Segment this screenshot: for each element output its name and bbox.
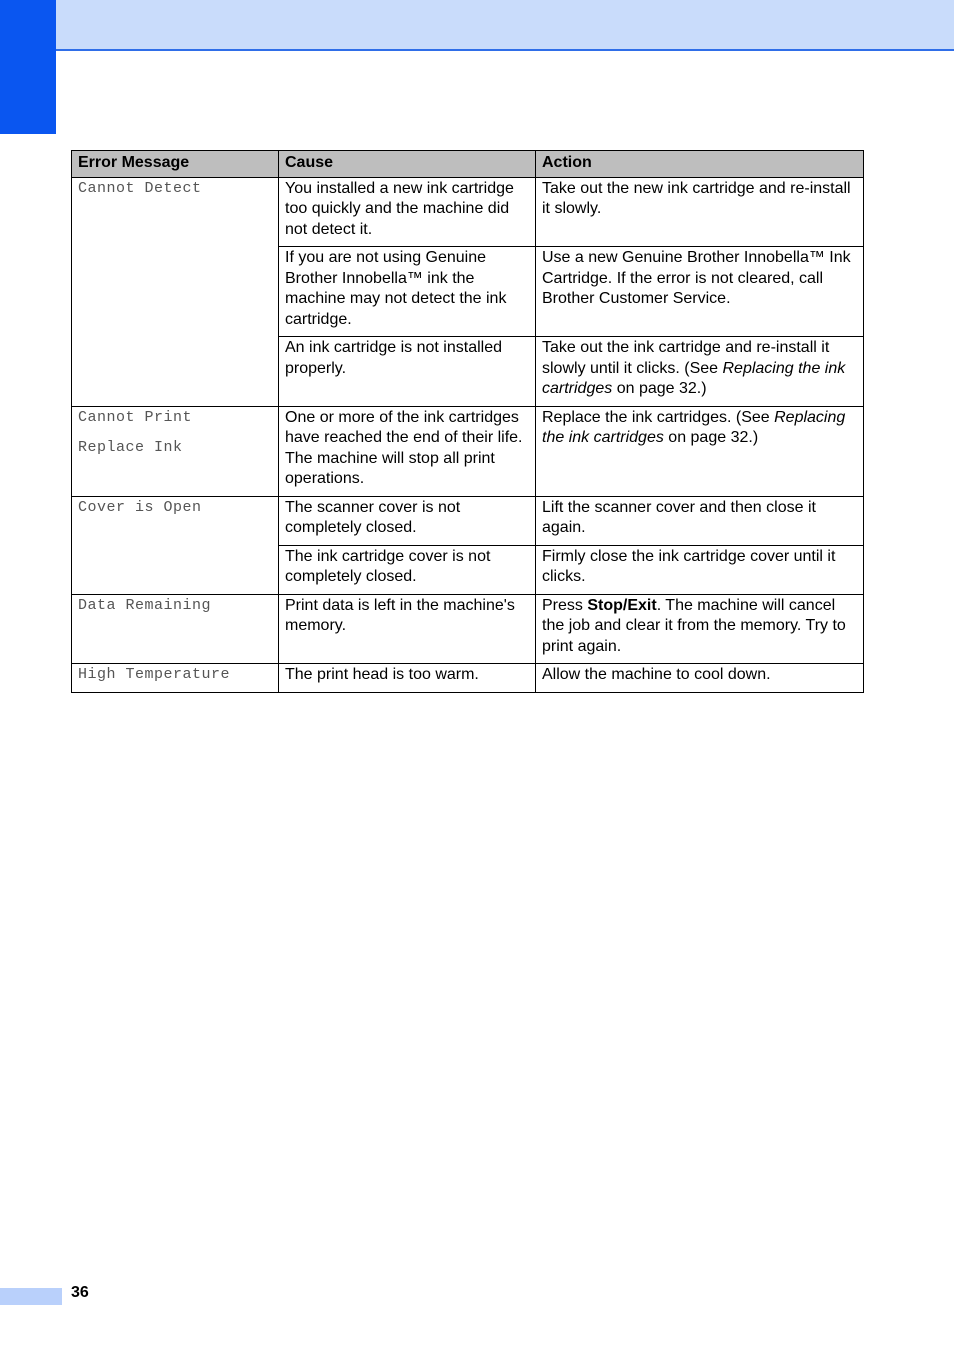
header-cause: Cause (279, 151, 536, 178)
action-text: . The machine will cancel the job and clear it from the memory. Try to print again. (542, 596, 846, 655)
table-row (72, 594, 864, 664)
cause-cell (279, 247, 536, 337)
error-message: Data Remaining (78, 596, 212, 614)
action-text: Take out the new ink cartridge and re-install it slowly. (542, 179, 851, 217)
error-message-cell (72, 177, 279, 406)
page-number: 36 (71, 1284, 89, 1301)
header-band (0, 0, 954, 51)
action-cell (536, 247, 864, 337)
action-cell (536, 496, 864, 545)
cause-cell (279, 545, 536, 594)
key-name: Stop/Exit (587, 596, 657, 614)
cause-text: One or more of the ink cartridges have reached the end of their life. The machine will stop all print operations. (285, 408, 523, 487)
action-text: Replace the ink cartridges. (See (542, 408, 775, 426)
action-text: Lift the scanner cover and then close it again. (542, 498, 816, 536)
action-cell (536, 177, 864, 247)
error-message: Cannot Print (78, 408, 193, 426)
action-cell (536, 337, 864, 407)
action-cell (536, 664, 864, 693)
table-row (72, 664, 864, 693)
action-cell (536, 406, 864, 496)
cause-text: An ink cartridge is not installed properly. (285, 339, 502, 377)
error-table (71, 150, 864, 693)
header-action: Action (536, 151, 864, 178)
cross-reference: Replacing the ink cartridges (542, 408, 846, 446)
error-message-cell (72, 496, 279, 594)
header-error-message: Error Message (72, 151, 279, 178)
action-cell (536, 545, 864, 594)
table-row (72, 406, 864, 496)
error-message-cell (72, 664, 279, 693)
cause-cell (279, 177, 536, 247)
cause-cell (279, 337, 536, 407)
action-cell (536, 594, 864, 664)
action-text: on page 32.) (612, 380, 707, 397)
error-message: High Temperature (78, 666, 231, 683)
cause-text: If you are not using Genuine Brother Innobella™ ink the machine may not detect the ink cartridge. (285, 249, 507, 328)
cause-cell (279, 594, 536, 664)
cause-text: The ink cartridge cover is not completely closed. (285, 547, 491, 585)
footer-band (0, 1288, 62, 1305)
action-text: Use a new Genuine Brother Innobella™ Ink Cartridge. If the error is not cleared, call Brother Customer Service. (542, 249, 851, 307)
action-text: Firmly close the ink cartridge cover until it clicks. (542, 547, 836, 585)
action-text: Take out the ink cartridge and re-install it slowly until it clicks. (See (542, 339, 830, 377)
action-text: on page 32.) (663, 429, 759, 446)
cause-cell (279, 406, 536, 496)
action-text: Press (542, 596, 588, 614)
error-message-cell (72, 594, 279, 664)
chapter-tab (0, 0, 56, 134)
table-header-row (72, 151, 864, 178)
cause-text: Print data is left in the machine's memory. (285, 596, 515, 634)
action-text: Allow the machine to cool down. (542, 666, 771, 683)
cause-cell (279, 496, 536, 545)
cause-text: The scanner cover is not completely closed. (285, 498, 461, 536)
error-message: Cannot Detect (78, 179, 202, 197)
error-message-cell (72, 406, 279, 496)
cross-reference: Replacing the ink cartridges (542, 359, 846, 397)
cause-cell (279, 664, 536, 693)
cause-text: The print head is too warm. (285, 666, 479, 683)
error-message: Replace Ink (78, 439, 183, 456)
error-message: Cover is Open (78, 498, 202, 516)
table-row (72, 496, 864, 545)
cause-text: You installed a new ink cartridge too quickly and the machine did not detect it. (285, 179, 514, 238)
table-row (72, 177, 864, 247)
